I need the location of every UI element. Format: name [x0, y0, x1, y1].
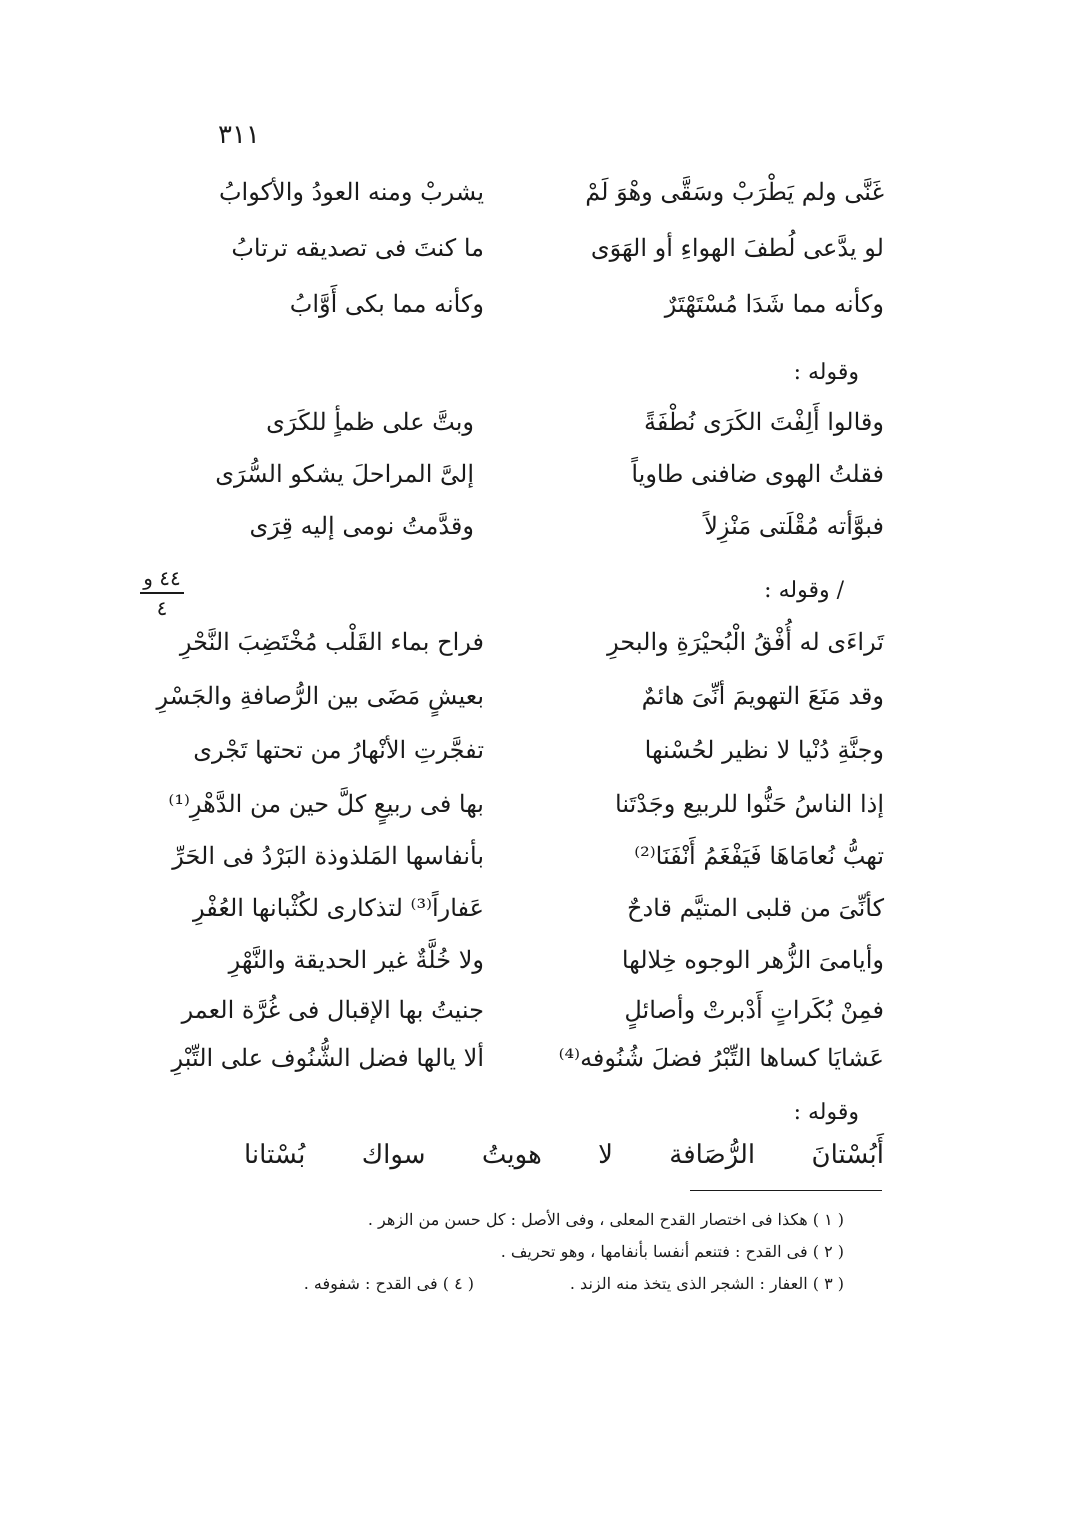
footnote-3: ( ٣ ) العفار : الشجر الذى يتخذ منه الزند .	[569, 1274, 844, 1293]
intro-label: وقوله :	[793, 360, 859, 385]
verse-right: وأيامىَ الزُّهر الوجوه خِلالها	[621, 946, 884, 974]
verse-right: عَشايَا كساها التِّبْرُ فضلَ شُنُوفه⁽⁴⁾	[558, 1044, 884, 1072]
verse-right: فمِنْ بُكَراتٍ أَدْبرتْ وأصائلٍ	[624, 996, 884, 1024]
footnote-2: ( ٢ ) فى القدح : فتنعم أنفسا بأنفامها ، وهو تحريف .	[500, 1242, 844, 1261]
footnote-1: ( ١ ) هكذا فى اختصار القدح المعلى ، وفى الأصل : كل حسن من الزهر .	[367, 1210, 844, 1229]
verse-left: بها فى ربيعٍ كلَّ حين من الدَّهْرِ⁽¹⁾	[168, 790, 484, 818]
verse-right: فبوَّأته مُقْلَتى مَنْزِلاً	[704, 512, 884, 540]
verse-left: ألا يالها فضل الشُّنُوف على التِّبْرِ	[171, 1044, 484, 1072]
verse-left: بأنفاسها المَلذوذة البَرْدُ فى الحَرِّ	[172, 842, 484, 870]
verse-right: تَراءَى له أُفْقُ الْبُحيْرَةِ والبحرِ	[607, 628, 884, 656]
final-verse	[244, 1140, 884, 1170]
verse-right: فقلتُ الهوى ضافنى طاوياً	[631, 460, 884, 488]
verse-right: وقد مَنَعَ التهويمَ أنِّىَ هائمٌ	[641, 682, 884, 710]
verse-left: عَفاراً⁽³⁾ لتذكارى لكُثْبانها العُفْرِ	[193, 894, 484, 922]
verse-right: كأنِّىَ من قلبى المتيَّم قادحٌ	[626, 894, 884, 922]
verse-right: لو يدَّعى لُطفَ الهواءِ أو الهَوَى	[590, 234, 884, 262]
final-verse-word: لا	[598, 1140, 613, 1170]
final-verse-word: بُسْتانا	[244, 1140, 306, 1170]
page-number: ٣١١	[218, 120, 260, 150]
verse-left: ما كنتَ فى تصديقه ترتابُ	[231, 234, 484, 262]
footnote-rule	[690, 1190, 882, 1191]
margin-folio-note	[140, 566, 184, 620]
final-verse-word: الرُّصَافة	[669, 1140, 756, 1170]
verse-right: وكأنه مما شَدَا مُسْتَهْتَرٌ	[664, 290, 884, 318]
verse-right: غَنَّى ولم يَطْرَبْ وسَقَّى وهْوَ لَمْ	[585, 178, 884, 206]
verse-left: يشربْ ومنه العودُ والأكوابُ	[218, 178, 484, 206]
margin-note-bottom: ٤	[156, 596, 168, 620]
margin-note-top: ٤٤ و	[143, 566, 181, 590]
verse-left: وبتَّ على ظمأٍ للكَرَى	[266, 408, 474, 436]
verse-left: وكأنه مما بكى أَوَّابُ	[289, 290, 484, 318]
margin-divider	[140, 592, 184, 594]
intro-label: وقوله :	[793, 1100, 859, 1125]
footnote-4: ( ٤ ) فى القدح : شفوفه .	[303, 1274, 474, 1293]
verse-right: تهبُّ نُعامَاهَا فَيَفْغَمُ أَنْفَنَا⁽²⁾	[634, 842, 884, 870]
final-verse-word: أَبُسْتانَ	[811, 1140, 884, 1170]
verse-left: فراح بماء القَلْب مُخْتَضِبَ النَّحْرِ	[179, 628, 484, 656]
verse-left: جنيتُ بها الإقبال فى غُرَّة العمر	[181, 996, 484, 1024]
final-verse-word: سواك	[361, 1140, 426, 1170]
verse-left: بعيشٍ مَضَى بين الرُّصافةِ والجَسْرِ	[156, 682, 484, 710]
verse-right: وقالوا أَلِفْتَ الكَرَى نُطْفَةً	[644, 408, 884, 436]
verse-left: إلىَّ المراحلَ يشكو السُّرَى	[215, 460, 474, 488]
verse-right: وجنَّةِ دُنْيا لا نظير لحُسْنها	[644, 736, 884, 764]
verse-left: وقدَّمتُ نومى إليه قِرَى	[249, 512, 474, 540]
intro-label: / وقوله :	[764, 578, 844, 603]
final-verse-word: هويتُ	[481, 1140, 542, 1170]
verse-left: ولا خُلَّةٌ غير الحديقة والنَّهْرِ	[228, 946, 484, 974]
verse-right: إذا الناسُ حَنُّوا للربيع وجَدْتَنا	[615, 790, 884, 818]
verse-left: تفجَّرتِ الأنْهارُ من تحتها تَجْرى	[193, 736, 484, 764]
